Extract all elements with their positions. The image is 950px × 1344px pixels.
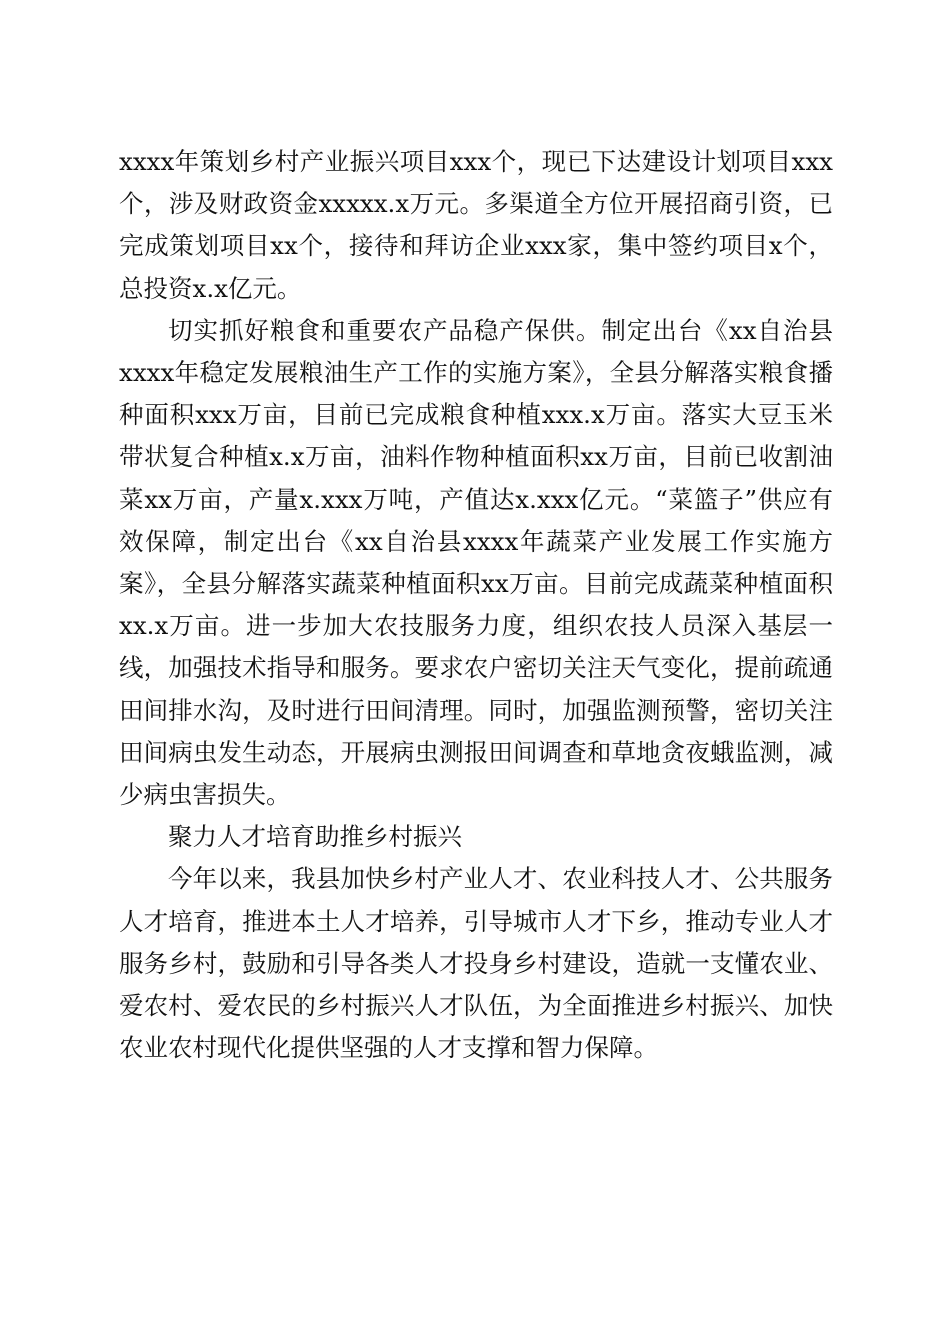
paragraph-talent-cultivation: 今年以来，我县加快乡村产业人才、农业科技人才、公共服务人才培育，推进本土人才培养，引导城市人才下乡，推动专业人才服务乡村，鼓励和引导各类人才投身乡村建设，造就一支懂农业、爱农村、爱农民的乡村振兴人才队伍，为全面推进乡村振兴、加快农业农村现代化提供坚强的人才支撑和智力保障。 [119, 864, 833, 1063]
document-page [119, 141, 833, 1069]
section-heading-talent: 聚力人才培育助推乡村振兴 [168, 822, 462, 852]
paragraph-grain-supply: 切实抓好粮食和重要农产品稳产保供。制定出台《xx自治县xxxx年稳定发展粮油生产工作的实施方案》，全县分解落实粮食播种面积xxx万亩，目前已完成粮食种植xxx.x万亩。落实大豆玉米带状复合种植x.x万亩，油料作物种植面积xx万亩，目前已收割油菜xx万亩，产量x.xxx万吨，产值达x.xxx亿元。“菜篮子”供应有效保障，制定出台《xx自治县xxxx年蔬菜产业发展工作实施方案》，全县分解落实蔬菜种植面积xx万亩。目前完成蔬菜种植面积xx.x万亩。进一步加大农技服务力度，组织农技人员深入基层一线，加强技术指导和服务。要求农户密切关注天气变化，提前疏通田间排水沟，及时进行田间清理。同时，加强监测预警，密切关注田间病虫发生动态，开展病虫测报田间调查和草地贪夜蛾监测，减少病虫害损失。 [119, 315, 833, 810]
paragraph-project-planning: xxxx年策划乡村产业振兴项目xxx个，现已下达建设计划项目xxx个，涉及财政资金xxxxx.x万元。多渠道全方位开展招商引资，已完成策划项目xx个，接待和拜访企业xxx家，集中签约项目x个，总投资x.x亿元。 [119, 147, 833, 303]
